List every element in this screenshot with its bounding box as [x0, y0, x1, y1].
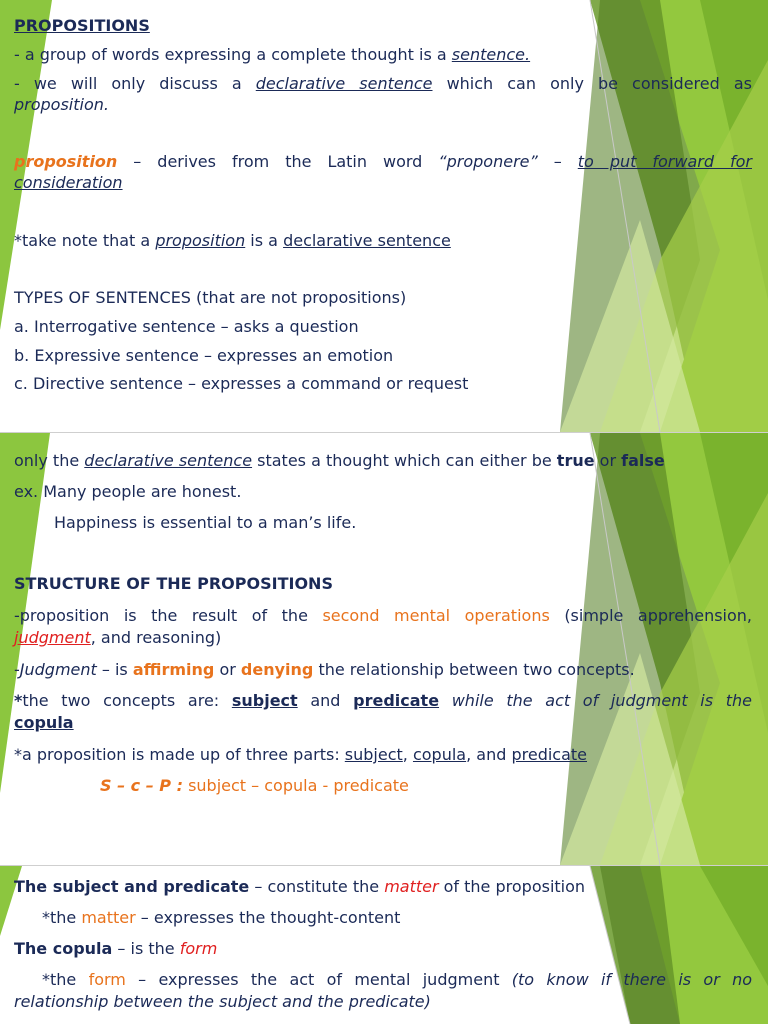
slide-1 — [0, 0, 768, 432]
slide2-line-6: judgment, and reasoning) — [14, 628, 222, 647]
slide3-line-3: The copula – is the form — [14, 939, 218, 958]
slide3-line-5: relationship between the subject and the predicate) — [14, 992, 431, 1011]
slide2-line-4: STRUCTURE OF THE PROPOSITIONS — [14, 574, 333, 593]
slide3-line-2: *the matter – expresses the thought-content — [42, 908, 401, 927]
slide1-line-9: b. Expressive sentence – expresses an emotion — [14, 346, 394, 365]
slide2-line-11: S – c – P : subject – copula - predicate — [100, 776, 409, 795]
slide1-line-4: proposition – derives from the Latin word “proponere” – to put forward for — [14, 152, 752, 171]
slide1-heading: PROPOSITIONS — [14, 16, 150, 35]
slide2-line-5: -proposition is the result of the second mental operations (simple apprehension, — [14, 606, 753, 625]
slide1-line-5: consideration — [14, 173, 123, 192]
slide1-line-2: - we will only discuss a declarative sentence which can only be considered as — [14, 74, 752, 93]
slide1-line-10: c. Directive sentence – expresses a command or request — [14, 374, 469, 393]
slide1-line-8: a. Interrogative sentence – asks a question — [14, 317, 359, 336]
slide2-line-9: copula — [14, 713, 74, 732]
slide2-line-1: only the declarative sentence states a thought which can either be true or false — [14, 451, 665, 470]
slide2-line-2: ex. Many people are honest. — [14, 482, 242, 501]
slide3-line-4: *the form – expresses the act of mental judgment (to know if there is or no — [42, 970, 753, 989]
slide-2 — [0, 433, 768, 865]
slide-3 — [0, 866, 768, 1024]
slide1-line-6: *take note that a proposition is a declarative sentence — [14, 231, 451, 250]
slide1-line-3: proposition. — [14, 95, 109, 114]
slide2-line-7: -Judgment – is affirming or denying the relationship between two concepts. — [14, 660, 635, 679]
slide3-line-1: The subject and predicate – constitute the matter of the proposition — [14, 877, 586, 896]
slide1-line-7: TYPES OF SENTENCES (that are not propositions) — [14, 288, 407, 307]
slide2-line-3: Happiness is essential to a man’s life. — [54, 513, 357, 532]
slide2-line-8: *the two concepts are: subject and predicate while the act of judgment is the — [14, 691, 752, 710]
slide1-line-1: - a group of words expressing a complete thought is a sentence. — [14, 45, 531, 64]
slide2-line-10: *a proposition is made up of three parts: subject, copula, and predicate — [14, 745, 588, 764]
